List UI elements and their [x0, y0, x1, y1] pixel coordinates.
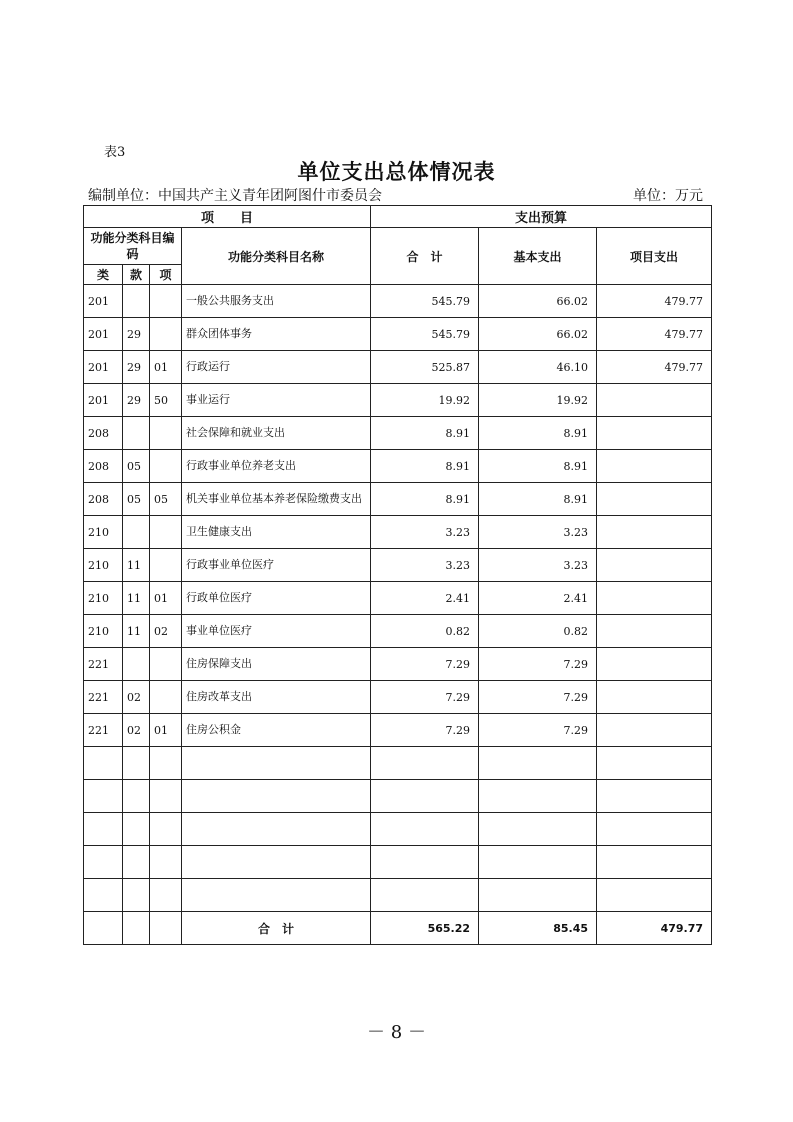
func-name: 社会保障和就业支出 — [182, 417, 371, 450]
code-kuan — [123, 813, 150, 846]
code-xiang: 02 — [150, 615, 182, 648]
basic-amount: 8.91 — [479, 483, 597, 516]
code-kuan — [123, 285, 150, 318]
code-xiang — [150, 681, 182, 714]
item-amount — [597, 813, 712, 846]
func-name: 行政运行 — [182, 351, 371, 384]
code-kuan: 02 — [123, 714, 150, 747]
header-project: 项 目 — [84, 206, 371, 228]
code-kuan — [123, 879, 150, 912]
func-name: 住房改革支出 — [182, 681, 371, 714]
grand-item: 479.77 — [597, 912, 712, 945]
item-amount — [597, 516, 712, 549]
func-name: 行政单位医疗 — [182, 582, 371, 615]
code-xiang — [150, 780, 182, 813]
basic-amount: 3.23 — [479, 516, 597, 549]
func-name: 事业运行 — [182, 384, 371, 417]
code-kuan — [123, 747, 150, 780]
basic-amount — [479, 879, 597, 912]
total-amount: 3.23 — [371, 549, 479, 582]
table-row — [84, 516, 712, 549]
code-xiang — [150, 846, 182, 879]
func-name — [182, 846, 371, 879]
code-xiang — [150, 516, 182, 549]
table-row — [84, 351, 712, 384]
table-row — [84, 846, 712, 879]
table-row — [84, 615, 712, 648]
total-row — [84, 912, 712, 945]
code-lei — [84, 813, 123, 846]
code-xiang: 01 — [150, 582, 182, 615]
func-name — [182, 813, 371, 846]
func-name: 事业单位医疗 — [182, 615, 371, 648]
currency-unit: 单位：万元 — [633, 188, 703, 204]
code-kuan: 11 — [123, 615, 150, 648]
code-xiang — [150, 450, 182, 483]
total-amount: 19.92 — [371, 384, 479, 417]
table-row — [84, 879, 712, 912]
total-amount: 0.82 — [371, 615, 479, 648]
total-amount: 7.29 — [371, 648, 479, 681]
page-number: － 8 － — [367, 1022, 426, 1043]
code-kuan: 11 — [123, 582, 150, 615]
item-amount — [597, 714, 712, 747]
code-xiang — [150, 813, 182, 846]
item-amount: 479.77 — [597, 351, 712, 384]
table-row — [84, 681, 712, 714]
item-amount: 479.77 — [597, 285, 712, 318]
item-amount — [597, 549, 712, 582]
item-amount — [597, 648, 712, 681]
table-row — [84, 714, 712, 747]
basic-amount: 0.82 — [479, 615, 597, 648]
item-amount — [597, 747, 712, 780]
func-name: 行政事业单位医疗 — [182, 549, 371, 582]
item-amount — [597, 681, 712, 714]
header-lei: 类 — [84, 265, 123, 285]
table-row — [84, 648, 712, 681]
code-lei — [84, 846, 123, 879]
total-amount — [371, 813, 479, 846]
code-kuan: 29 — [123, 351, 150, 384]
func-name — [182, 747, 371, 780]
func-name: 机关事业单位基本养老保险缴费支出 — [182, 483, 371, 516]
code-lei — [84, 879, 123, 912]
total-amount: 7.29 — [371, 714, 479, 747]
code-xiang: 05 — [150, 483, 182, 516]
code-lei: 210 — [84, 549, 123, 582]
total-amount: 8.91 — [371, 417, 479, 450]
header-budget: 支出预算 — [371, 206, 712, 228]
basic-amount: 8.91 — [479, 417, 597, 450]
basic-amount: 7.29 — [479, 681, 597, 714]
table-label: 表3 — [104, 145, 126, 160]
func-name: 住房公积金 — [182, 714, 371, 747]
basic-amount: 66.02 — [479, 318, 597, 351]
table-row — [84, 780, 712, 813]
code-kuan — [123, 780, 150, 813]
basic-amount — [479, 846, 597, 879]
code-kuan: 11 — [123, 549, 150, 582]
expenditure-table — [83, 205, 712, 945]
func-name: 群众团体事务 — [182, 318, 371, 351]
item-amount — [597, 780, 712, 813]
code-xiang: 01 — [150, 351, 182, 384]
code-lei: 221 — [84, 714, 123, 747]
table-row — [84, 450, 712, 483]
code-lei: 201 — [84, 384, 123, 417]
basic-amount — [479, 813, 597, 846]
code-kuan — [123, 846, 150, 879]
page-title: 单位支出总体情况表 — [297, 160, 496, 184]
func-name: 一般公共服务支出 — [182, 285, 371, 318]
total-amount — [371, 780, 479, 813]
code-lei: 208 — [84, 450, 123, 483]
code-xiang — [150, 417, 182, 450]
code-kuan: 05 — [123, 450, 150, 483]
code-kuan: 29 — [123, 318, 150, 351]
total-label: 合 计 — [182, 912, 371, 945]
item-amount — [597, 615, 712, 648]
total-amount: 545.79 — [371, 318, 479, 351]
total-amount: 545.79 — [371, 285, 479, 318]
basic-amount: 7.29 — [479, 648, 597, 681]
func-name: 卫生健康支出 — [182, 516, 371, 549]
header-kuan: 款 — [123, 265, 150, 285]
item-amount — [597, 846, 712, 879]
table-row — [84, 813, 712, 846]
code-lei: 201 — [84, 351, 123, 384]
total-amount: 7.29 — [371, 681, 479, 714]
code-lei — [84, 747, 123, 780]
code-lei: 221 — [84, 681, 123, 714]
code-xiang: 50 — [150, 384, 182, 417]
total-amount: 8.91 — [371, 450, 479, 483]
basic-amount: 3.23 — [479, 549, 597, 582]
table-row — [84, 582, 712, 615]
code-xiang — [150, 285, 182, 318]
code-lei: 201 — [84, 285, 123, 318]
code-lei: 210 — [84, 582, 123, 615]
total-amount — [371, 879, 479, 912]
header-func-code: 功能分类科目编码 — [84, 228, 182, 265]
item-amount — [597, 483, 712, 516]
code-lei: 221 — [84, 648, 123, 681]
code-lei: 208 — [84, 483, 123, 516]
code-xiang — [150, 879, 182, 912]
code-xiang — [150, 549, 182, 582]
basic-amount: 2.41 — [479, 582, 597, 615]
header-total: 合 计 — [371, 228, 479, 285]
total-amount: 8.91 — [371, 483, 479, 516]
func-name: 行政事业单位养老支出 — [182, 450, 371, 483]
code-kuan — [123, 417, 150, 450]
total-amount — [371, 747, 479, 780]
code-lei: 210 — [84, 516, 123, 549]
code-lei — [84, 780, 123, 813]
header-basic: 基本支出 — [479, 228, 597, 285]
grand-basic: 85.45 — [479, 912, 597, 945]
table-row — [84, 384, 712, 417]
table-row — [84, 483, 712, 516]
grand-total: 565.22 — [371, 912, 479, 945]
code-xiang — [150, 318, 182, 351]
basic-amount: 7.29 — [479, 714, 597, 747]
total-amount: 3.23 — [371, 516, 479, 549]
header-xiang: 项 — [150, 265, 182, 285]
basic-amount — [479, 747, 597, 780]
item-amount — [597, 879, 712, 912]
total-amount: 2.41 — [371, 582, 479, 615]
table-row — [84, 318, 712, 351]
code-kuan: 29 — [123, 384, 150, 417]
empty-cell — [150, 912, 182, 945]
compiling-unit: 编制单位：中国共产主义青年团阿图什市委员会 — [88, 188, 382, 204]
empty-cell — [123, 912, 150, 945]
basic-amount: 66.02 — [479, 285, 597, 318]
code-kuan — [123, 648, 150, 681]
total-amount — [371, 846, 479, 879]
code-xiang — [150, 747, 182, 780]
table-row — [84, 747, 712, 780]
item-amount — [597, 417, 712, 450]
table-row — [84, 549, 712, 582]
func-name: 住房保障支出 — [182, 648, 371, 681]
header-item: 项目支出 — [597, 228, 712, 285]
basic-amount — [479, 780, 597, 813]
item-amount — [597, 450, 712, 483]
code-kuan — [123, 516, 150, 549]
code-kuan: 05 — [123, 483, 150, 516]
code-lei: 201 — [84, 318, 123, 351]
empty-cell — [84, 912, 123, 945]
item-amount — [597, 582, 712, 615]
table-row — [84, 417, 712, 450]
code-lei: 210 — [84, 615, 123, 648]
basic-amount: 8.91 — [479, 450, 597, 483]
total-amount: 525.87 — [371, 351, 479, 384]
code-kuan: 02 — [123, 681, 150, 714]
header-func-name: 功能分类科目名称 — [182, 228, 371, 285]
code-xiang: 01 — [150, 714, 182, 747]
func-name — [182, 780, 371, 813]
code-xiang — [150, 648, 182, 681]
func-name — [182, 879, 371, 912]
basic-amount: 46.10 — [479, 351, 597, 384]
code-lei: 208 — [84, 417, 123, 450]
basic-amount: 19.92 — [479, 384, 597, 417]
item-amount: 479.77 — [597, 318, 712, 351]
item-amount — [597, 384, 712, 417]
table-row — [84, 285, 712, 318]
